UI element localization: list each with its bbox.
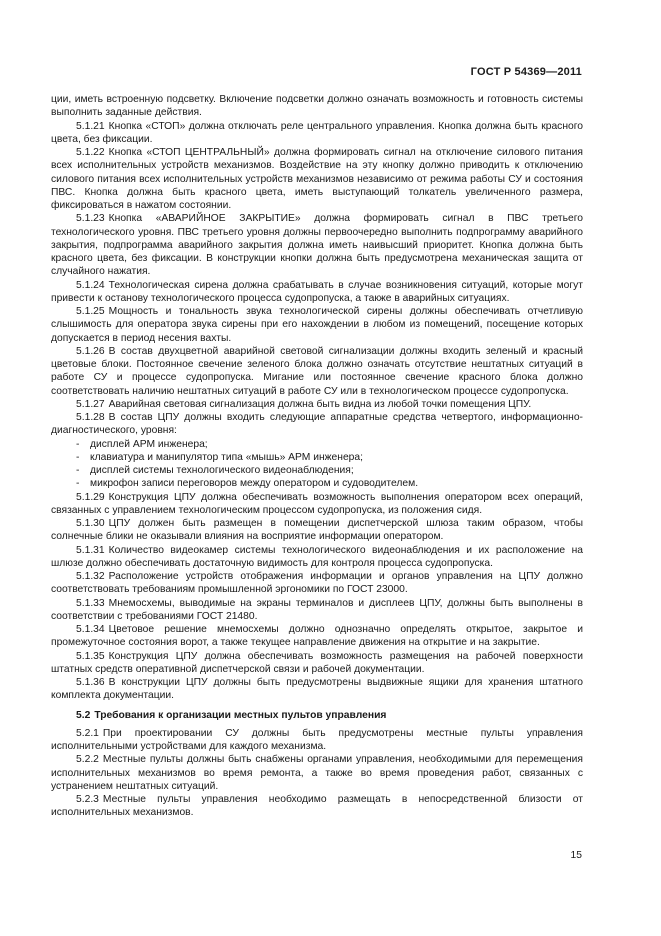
clause-5-1-34: 5.1.34 Цветовое решение мнемосхемы должно однозначно определять открытое, закрытое и промежуточное состояния ворот, а также текущее направление движения на открытие и на закрытие. — [51, 624, 583, 649]
clause-number: 5.1.21 — [76, 120, 105, 132]
clause-number: 5.1.33 — [76, 597, 105, 609]
clause-number: 5.1.26 — [76, 345, 105, 357]
clause-number: 5.1.27 — [76, 398, 105, 410]
clause-number: 5.2.2 — [76, 754, 99, 766]
section-number: 5.2 — [76, 709, 91, 721]
section-title: Требования к организации местных пультов управления — [94, 709, 387, 721]
clause-number: 5.2.3 — [76, 794, 99, 805]
clause-number: 5.1.25 — [76, 306, 105, 317]
clause-5-1-25: 5.1.25 Мощность и тональность звука технологической сирены должны обеспечивать отчетливую слышимость для оператора звука сирены при его нахождении в любом из помещений, посещение которых допускается в период несения вахты. — [51, 306, 583, 344]
standard-designation: ГОСТ Р 54369—2011 — [470, 66, 582, 78]
clause-number: 5.1.28 — [76, 412, 105, 423]
clause-5-2-3: 5.2.3 Местные пульты управления необходимо размещать в непосредственной близости от исполнительных механизмов. — [51, 794, 583, 819]
section-heading — [51, 709, 583, 722]
clause-number: 5.1.30 — [76, 518, 105, 529]
clause-number: 5.1.34 — [76, 624, 105, 635]
clause-5-1-30: 5.1.30 ЦПУ должен быть размещен в помещении диспетчерской шлюза таким образом, чтобы солнечные блики не оказывали влияния на восприятие информации оператором. — [51, 518, 583, 543]
clause-5-1-31: 5.1.31 Количество видеокамер системы технологического видеонаблюдения и их расположение на шлюзе должно обеспечивать достаточную видимость для контроля процесса судопропуска. — [51, 544, 583, 569]
list-item: - микрофон записи переговоров между оператором и судоводителем. — [76, 478, 419, 490]
clause-5-1-33: 5.1.33 Мнемосхемы, выводимые на экраны терминалов и дисплеев ЦПУ, должны быть выполнены в соответствии с требованиями ГОСТ 21480. — [51, 597, 583, 622]
clause-number: 5.1.24 — [76, 279, 105, 291]
list-item: - дисплей системы технологического видеонаблюдения; — [76, 465, 354, 476]
clause-5-1-27: 5.1.27 Аварийная световая сигнализация должна быть видна из любой точки помещения ЦПУ. — [76, 398, 532, 410]
clause-number: 5.1.32 — [76, 571, 105, 582]
clause-number: 5.1.22 — [76, 147, 105, 158]
clause-5-2-1: 5.2.1 При проектировании СУ должны быть предусмотрены местные пульты управления исполнительными устройствами для каждого механизма. — [51, 727, 583, 752]
clause-5-1-24: 5.1.24 Технологическая сирена должна срабатывать в случае возникновения ситуаций, которые могут привести к останову технологического процесса судопропуска, а также в аварийных ситуациях. — [51, 279, 583, 304]
clause-number: 5.1.31 — [76, 544, 105, 556]
clause-number: 5.1.36 — [76, 677, 105, 688]
page-number: 15 — [570, 850, 582, 861]
clause-5-1-23: 5.1.23 Кнопка «АВАРИЙНОЕ ЗАКРЫТИЕ» должна формировать сигнал в ПВС третьего технологического уровня. ПВС третьего уровня должны первоочередно выполнить подпрограмму аварийного закрытия, подпрограмма аварийного закрытия должна иметь наивысший приоритет. Кнопка должна быть красного цвета, без фиксации. В конструкции кнопки должна быть предусмотрена механическая защита от случайного нажатия. — [51, 213, 583, 278]
list-item: - клавиатура и манипулятор типа «мышь» АРМ инженера; — [76, 451, 363, 463]
clause-number: 5.1.35 — [76, 650, 105, 662]
clause-5-1-26: 5.1.26 В состав двухцветной аварийной световой сигнализации должны входить зеленый и красный цветовые блоки. Постоянное свечение зеленого блока должно означать отсутствие нештатных ситуаций в работе СУ и процессе судопропуска. Мигание или постоянное свечение красного блока должно соответствовать наличию нештатных ситуаций в работе СУ или в технологическом процессе судопропуска. — [51, 345, 583, 397]
clause-5-1-32: 5.1.32 Расположение устройств отображения информации и органов управления на ЦПУ должно соответствовать требованиям промышленной эргономики по ГОСТ 23000. — [51, 571, 583, 596]
document-body — [51, 93, 583, 820]
paragraph-continuation: ции, иметь встроенную подсветку. Включение подсветки должно означать возможность и готовность системы выполнить заданные действия. — [51, 94, 583, 119]
clause-5-1-21: 5.1.21 Кнопка «СТОП» должна отключать реле центрального управления. Кнопка должна быть красного цвета, без фиксации. — [51, 120, 583, 145]
clause-number: 5.1.29 — [76, 491, 105, 503]
clause-number: 5.1.23 — [76, 213, 105, 225]
list-item: - дисплей АРМ инженера; — [76, 438, 208, 450]
clause-5-1-22: 5.1.22 Кнопка «СТОП ЦЕНТРАЛЬНЫЙ» должна формировать сигнал на отключение силового питания всех исполнительных устройств механизмов. Воздействие на эту кнопку должно приводить к отключению силового питания всех исполнительных устройств механизмов независимо от режима работы СУ и состояния ПВС. Кнопка должна быть красного цвета, иметь выступающий толкатель увеличенного размера, фиксироваться в нажатом состоянии. — [51, 147, 583, 211]
clause-5-1-28: 5.1.28 В состав ЦПУ должны входить следующие аппаратные средства четвертого, информационно-диагностического, уровня: — [51, 412, 583, 437]
clause-5-2-2: 5.2.2 Местные пульты должны быть снабжены органами управления, необходимыми для перемещения исполнительных механизмов во время ремонта, а также во время проведения работ, связанных с устранением нештатных ситуаций. — [51, 754, 583, 792]
clause-5-1-35: 5.1.35 Конструкция ЦПУ должна обеспечивать возможность размещения на рабочей поверхности штатных средств оперативной диспетчерской связи и рабочей документации. — [51, 650, 583, 675]
clause-5-1-29: 5.1.29 Конструкция ЦПУ должна обеспечивать возможность выполнения оператором всех операций, связанных с управлением технологическим процессом судопропуска, из положения сидя. — [51, 491, 583, 516]
clause-5-1-36: 5.1.36 В конструкции ЦПУ должны быть предусмотрены выдвижные ящики для хранения штатного комплекта документации. — [51, 677, 583, 702]
clause-number: 5.2.1 — [76, 727, 99, 739]
